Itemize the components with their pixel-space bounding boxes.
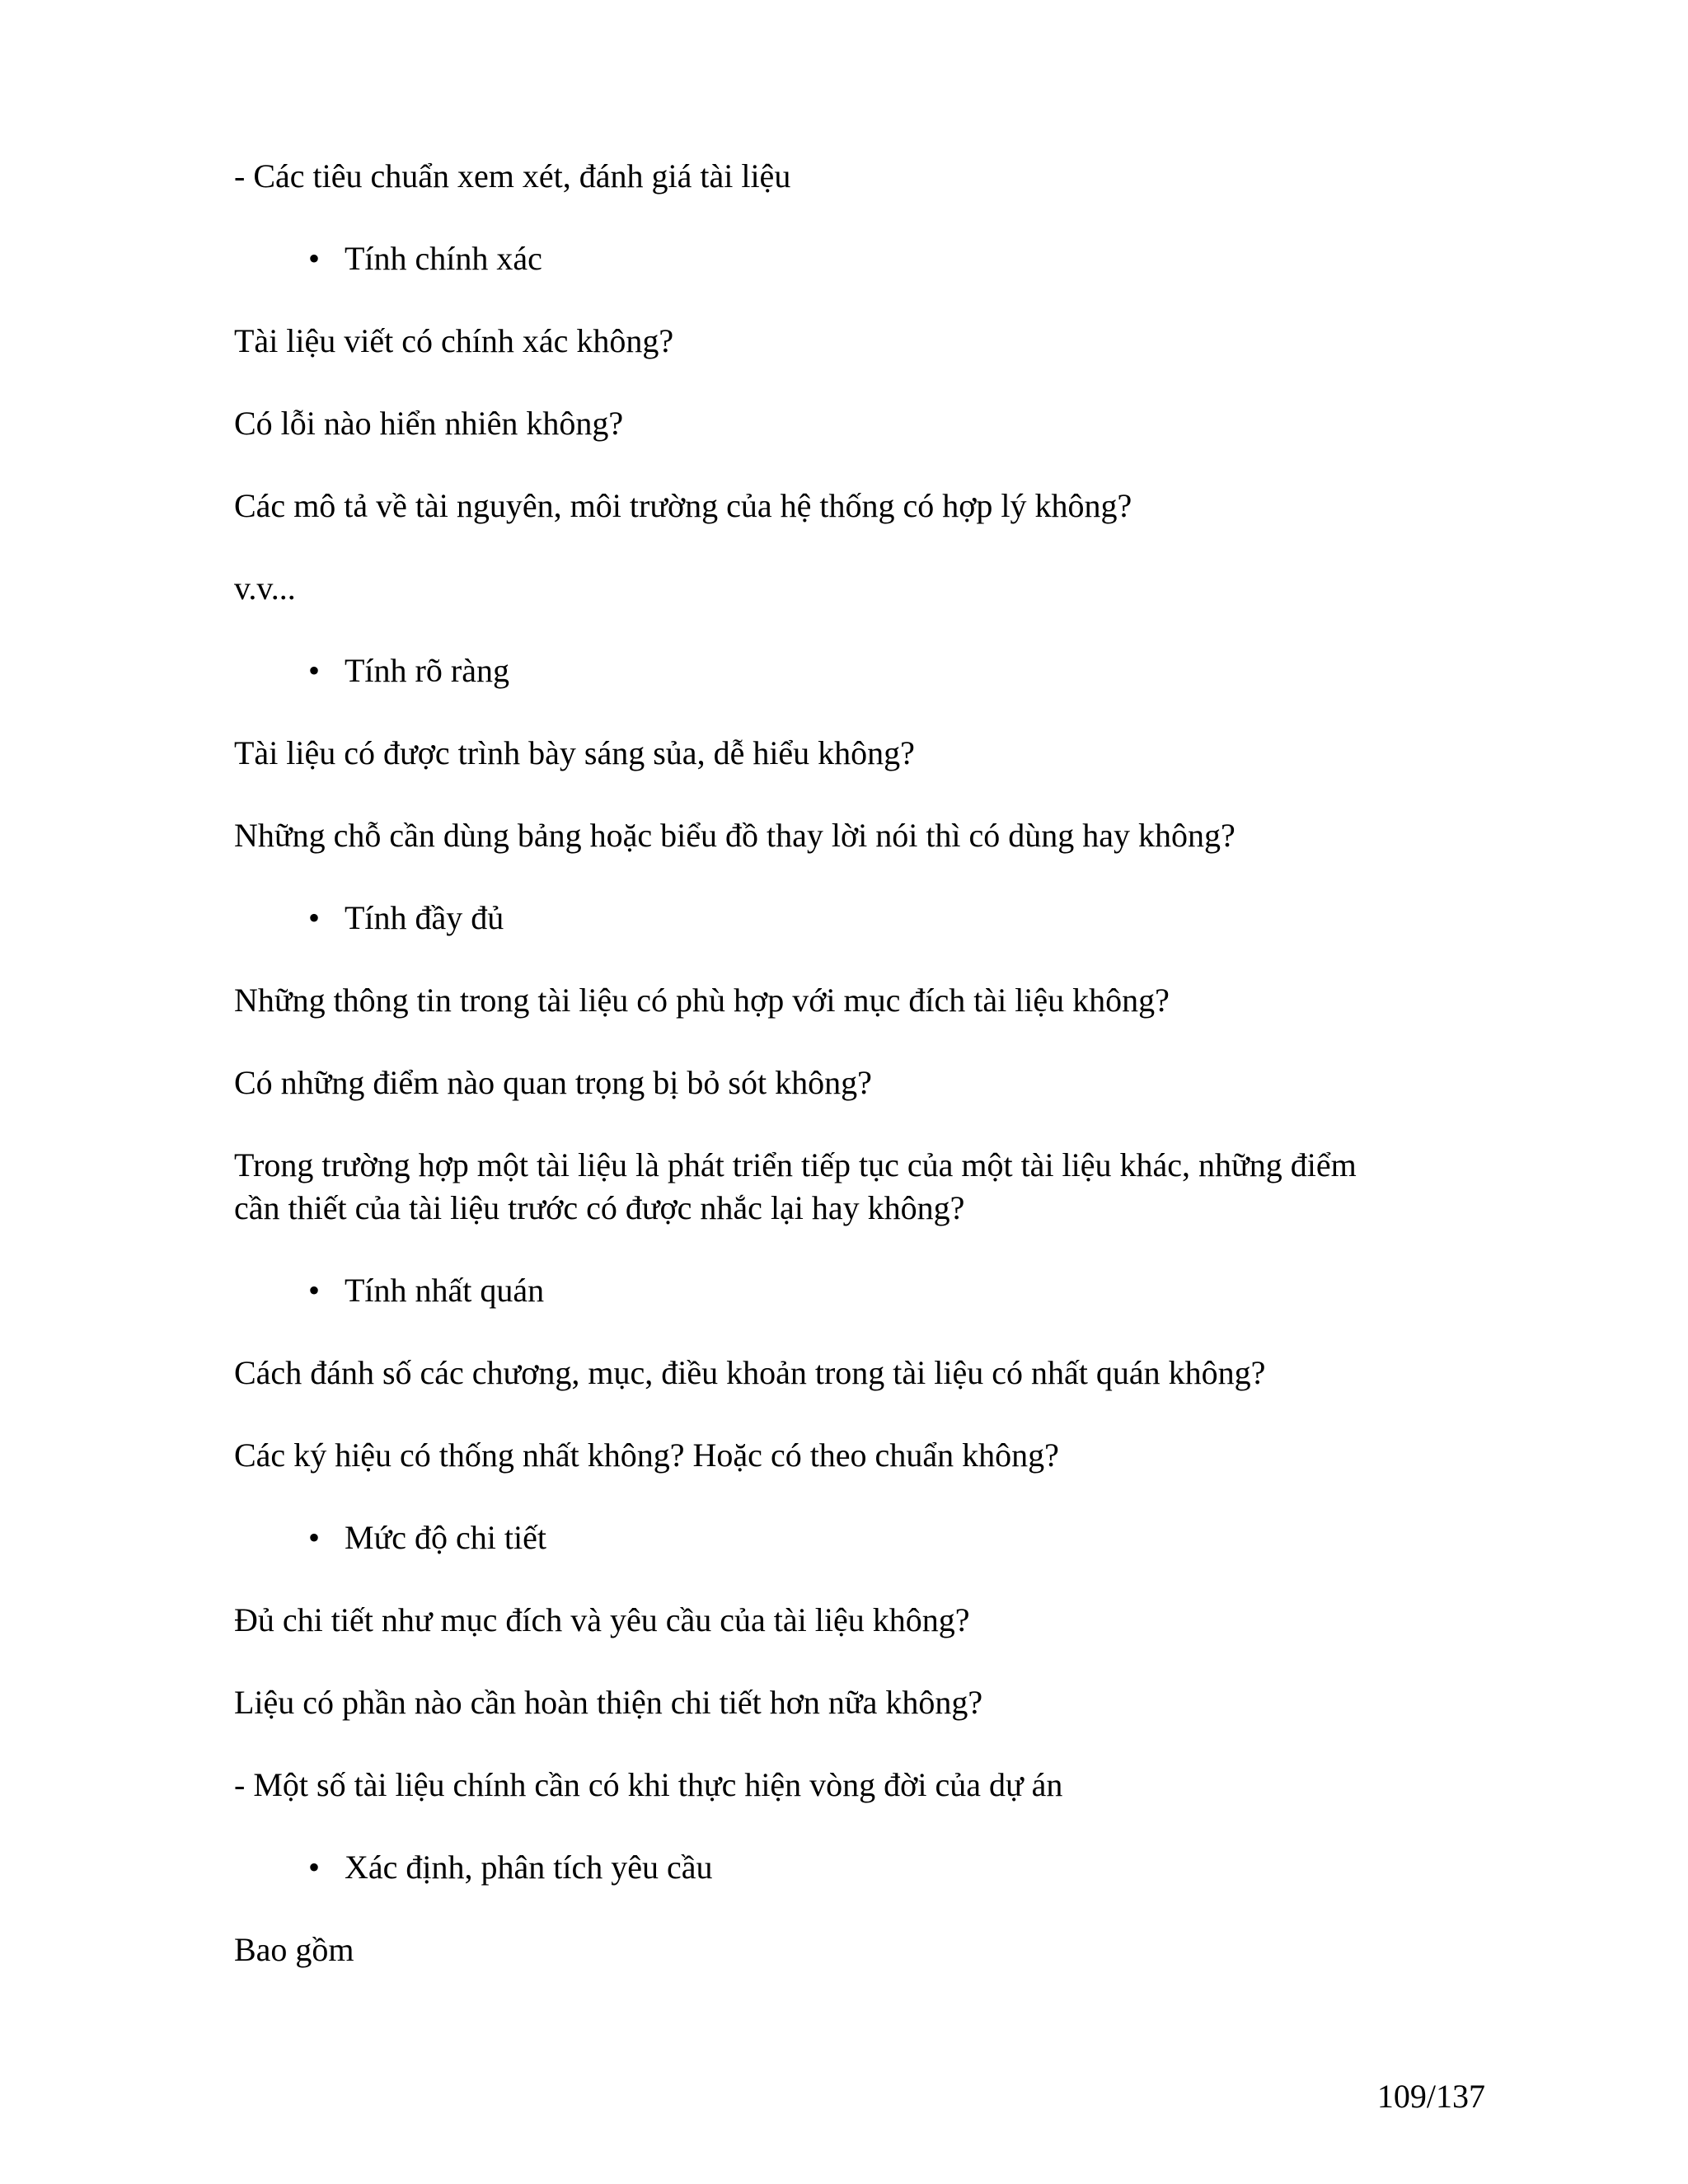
page-number: 109/137 xyxy=(1376,2078,1485,2115)
bullet-icon: • xyxy=(308,1849,321,1886)
paragraph-line: Có những điểm nào quan trọng bị bỏ sót không? xyxy=(234,1064,872,1101)
bullet-item-accuracy xyxy=(308,237,542,280)
bullet-label: Xác định, phân tích yêu cầu xyxy=(345,1849,713,1886)
bullet-icon: • xyxy=(308,899,321,936)
paragraph-line: Các ký hiệu có thống nhất không? Hoặc có theo chuẩn không? xyxy=(234,1436,1059,1474)
bullet-label: Tính rõ ràng xyxy=(345,652,509,689)
bullet-label: Mức độ chi tiết xyxy=(345,1519,546,1556)
paragraph-line: Những thông tin trong tài liệu có phù hợp với mục đích tài liệu không? xyxy=(234,982,1170,1019)
paragraph-line: Bao gồm xyxy=(234,1931,354,1968)
paragraph-line: Những chỗ cần dùng bảng hoặc biểu đồ thay lời nói thì có dùng hay không? xyxy=(234,817,1236,854)
bullet-icon: • xyxy=(308,1519,321,1556)
bullet-item-completeness xyxy=(308,897,504,940)
paragraph-line: Có lỗi nào hiển nhiên không? xyxy=(234,405,624,442)
section-heading-criteria: - Các tiêu chuẩn xem xét, đánh giá tài liệu xyxy=(234,157,791,194)
bullet-item-consistency xyxy=(308,1269,544,1312)
bullet-label: Tính chính xác xyxy=(345,240,542,277)
section-heading-key-documents: - Một số tài liệu chính cần có khi thực hiện vòng đời của dự án xyxy=(234,1766,1063,1803)
paragraph-line: Tài liệu viết có chính xác không? xyxy=(234,322,674,359)
bullet-item-clarity xyxy=(308,649,509,692)
bullet-icon: • xyxy=(308,240,321,277)
bullet-label: Tính đầy đủ xyxy=(345,899,504,936)
bullet-icon: • xyxy=(308,652,321,689)
paragraph-line: Cách đánh số các chương, mục, điều khoản trong tài liệu có nhất quán không? xyxy=(234,1354,1266,1391)
paragraph-line: Trong trường hợp một tài liệu là phát triển tiếp tục của một tài liệu khác, những điểm xyxy=(234,1146,1357,1183)
paragraph-line: cần thiết của tài liệu trước có được nhắc lại hay không? xyxy=(234,1189,965,1226)
bullet-label: Tính nhất quán xyxy=(345,1272,545,1309)
paragraph-line: Liệu có phần nào cần hoàn thiện chi tiết hơn nữa không? xyxy=(234,1684,983,1721)
paragraph-line: Tài liệu có được trình bày sáng sủa, dễ hiểu không? xyxy=(234,734,915,771)
bullet-icon: • xyxy=(308,1272,321,1309)
bullet-item-detail-level xyxy=(308,1516,546,1559)
paragraph-line: Đủ chi tiết như mục đích và yêu cầu của tài liệu không? xyxy=(234,1601,970,1638)
bullet-item-requirements xyxy=(308,1846,713,1889)
paragraph-line: v.v... xyxy=(234,569,296,607)
paragraph-line: Các mô tả về tài nguyên, môi trường của hệ thống có hợp lý không? xyxy=(234,487,1132,524)
